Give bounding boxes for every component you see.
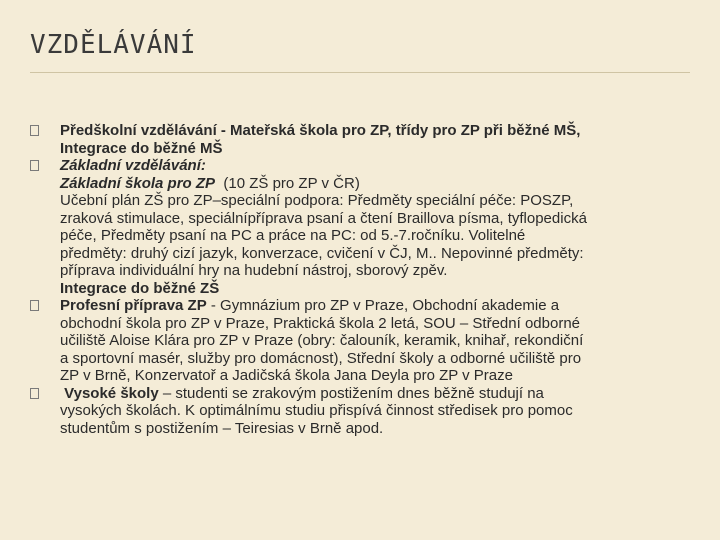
title-divider: [30, 72, 690, 73]
bullet-line: Integrace do běžné MŠ: [60, 139, 223, 157]
bullet-line: a sportovní masér, služby pro domácnost), Střední školy a odborné učiliště pro: [60, 349, 582, 367]
bullet-line: péče, Předměty psaní na PC a práce na PC: od 5.-7.ročníku. Volitelné: [60, 227, 526, 244]
bullet-first-line: [60, 297, 700, 315]
slide-title: VZDĚLÁVÁNÍ: [30, 30, 197, 60]
bullet-line: studentům s postižením – Teiresias v Brně apod.: [60, 419, 384, 437]
bullet-basic-education: [30, 157, 700, 297]
bullet-subheading-note: (10 ZŠ pro ZP v ČR): [223, 174, 360, 192]
bullet-preschool: [30, 122, 700, 157]
bullet-line: učiliště Aloise Klára pro ZP v Praze (obry: čalouník, keramik, knihař, rekondiční: [60, 332, 584, 349]
bullet-line: Učební plán ZŠ pro ZP–speciální podpora: Předměty speciální péče: POSZP,: [60, 192, 574, 209]
square-bullet-icon: [30, 160, 39, 171]
bullet-line: obchodní škola pro ZP v Praze, Praktická škola 2 letá, SOU – Střední odborné: [60, 314, 580, 332]
bullet-heading: Vysoké školy: [64, 384, 159, 402]
bullet-heading: Profesní příprava ZP: [60, 297, 207, 314]
bullet-line: ZP v Brně, Konzervatoř a Jadičská škola Jana Deyla pro ZP v Praze: [60, 367, 513, 384]
bullet-university: [30, 385, 700, 438]
bullet-line: zraková stimulace, speciálnípříprava psaní a čtení Braillova písma, tyflopedická: [60, 209, 587, 227]
bullet-line: předměty: druhý cizí jazyk, konverzace, cvičení v ČJ, M.. Nepovinné předměty:: [60, 244, 584, 262]
bullet-line: vysokých školách. K optimálnímu studiu přispívá činnost středisek pro pomoc: [60, 402, 573, 419]
bullet-subheading: [60, 175, 700, 193]
bullet-vocational: [30, 297, 700, 385]
bullet-line: příprava individuální hry na hudební nástroj, sborový zpěv.: [60, 262, 448, 279]
bullet-list: [30, 122, 700, 437]
bullet-first-line: [60, 385, 700, 403]
bullet-line: Předškolní vzdělávání - Mateřská škola pro ZP, třídy pro ZP při běžné MŠ,: [60, 122, 581, 139]
bullet-line: Integrace do běžné ZŠ: [60, 279, 220, 297]
bullet-first-rest: - Gymnázium pro ZP v Praze, Obchodní akademie a: [206, 297, 560, 314]
square-bullet-icon: [30, 300, 39, 311]
bullet-subheading-bold: Základní škola pro ZP: [60, 174, 216, 192]
bullet-first-rest: – studenti se zrakovým postižením dnes běžně studují na: [158, 384, 544, 402]
square-bullet-icon: [30, 388, 39, 399]
square-bullet-icon: [30, 125, 39, 136]
bullet-heading: Základní vzdělávání:: [60, 157, 206, 174]
